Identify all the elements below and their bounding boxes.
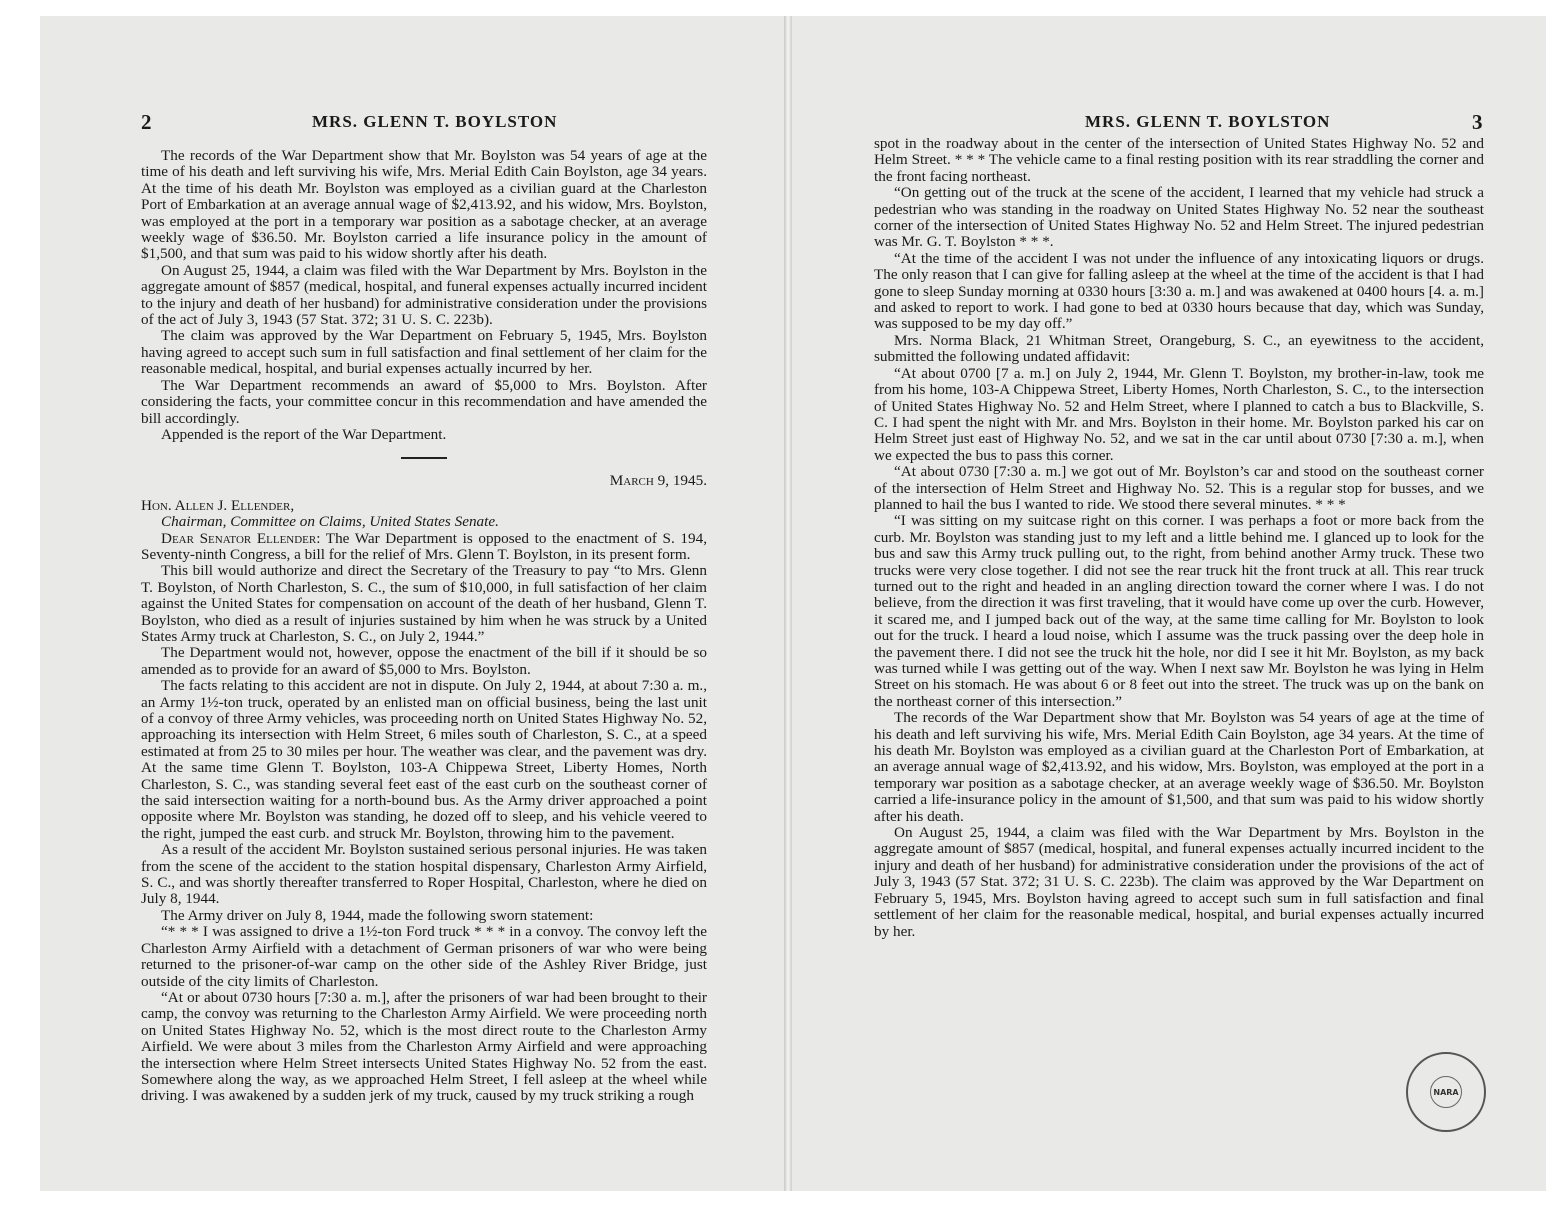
- stamp-label: NARA: [1430, 1076, 1462, 1108]
- paragraph: Appended is the report of the War Department.: [161, 425, 447, 443]
- archive-stamp: [1406, 1052, 1486, 1132]
- paragraph: The War Department recommends an award of $5,000 to Mrs. Boylston. After considering the facts, your committee concur in this recommendation and have amended the bill accordingly.: [141, 376, 707, 427]
- paragraph: spot in the roadway about in the center of the intersection of United States Highway No. 52 and Helm Street. * * * The vehicle came to a final resting position with its rear straddling the corner and the front facing northeast.: [874, 135, 1484, 185]
- paragraph: The Army driver on July 8, 1944, made the following sworn statement:: [161, 906, 594, 924]
- paragraph: On August 25, 1944, a claim was filed with the War Department by Mrs. Boylston in the aggregate amount of $857 (medical, hospital, and funeral expenses actually incurred incident to the injury and death of her husband) for administrative consideration under the provisions of the act of July 3, 1943 (57 Stat. 372; 31 U. S. C. 223b). The claim was approved by the War Department on February 5, 1945, Mrs. Boylston having agreed to accept such sum in full satisfaction and final settlement of her claim for the reasonable medical, hospital, and burial expenses actually incurred by her.: [874, 824, 1484, 940]
- paragraph: “At the time of the accident I was not under the influence of any intoxicating liquors or drugs. The only reason that I can give for falling asleep at the wheel at the time of the accident is that I had gone to sleep Sunday morning at 0330 hours [3:30 a. m.] and was awakened at 0400 hours [4. a. m.] and asked to report to work. I had gone to bed at 0330 hours because that day, which was Sunday, was supposed to be my day off.”: [874, 249, 1484, 333]
- paragraph: The Department would not, however, oppose the enactment of the bill if it should be so amended as to provide for an award of $5,000 to Mrs. Boylston.: [141, 644, 707, 678]
- paragraph: “I was sitting on my suitcase right on this corner. I was perhaps a foot or more back from the curb. Mr. Boylston was standing just to my left and a little behind me. I glanced up to look for the bus and saw this Army truck pulling out, to the right, from behind another Army truck. These two trucks were very close together. I did not see the rear truck hit the front truck at all. This rear truck turned out to the right and headed in an angling direction toward the corner where I was. I do not believe, from the direction it was first traveling, that it would have come up over the curb. However, it scared me, and I jumped back out of the way, at the same time calling for Mr. Boylston to look out for the truck. I heard a loud noise, which I assume was the truck passing over the deep hole in the pavement there. I did not see the truck hit the hole, nor did I see it hit Mr. Boylston, as my back was turned while I was getting out of the way. When I next saw Mr. Boylston he was lying in Helm Street on his stomach. He was about 6 or 8 feet out into the street. The truck was up on the bank on the northeast corner of this intersection.”: [874, 512, 1484, 710]
- paragraph: “* * * I was assigned to drive a 1½-ton Ford truck * * * in a convoy. The convoy left the Charleston Army Airfield with a detachment of German prisoners of war who were being returned to the prisoner-of-war camp on the other side of the Ashley River Bridge, just outside of the city limits of Charleston.: [141, 923, 707, 990]
- left-page: [40, 16, 784, 1191]
- addressee-name: Hon. Allen J. Ellender,: [141, 496, 295, 514]
- running-head: MRS. GLENN T. BOYLSTON: [312, 112, 558, 131]
- paragraph: Mrs. Norma Black, 21 Whitman Street, Orangeburg, S. C., an eyewitness to the accident, submitted the following undated affidavit:: [874, 331, 1484, 366]
- paragraph: On August 25, 1944, a claim was filed with the War Department by Mrs. Boylston in the aggregate amount of $857 (medical, hospital, and funeral expenses actually incurred incident to the injury and death of her husband) for administrative consideration under the provisions of the act of July 3, 1943 (57 Stat. 372; 31 U. S. C. 223b).: [141, 261, 707, 329]
- statement-paragraphs: [874, 136, 1484, 940]
- paragraph: “At about 0700 [7 a. m.] on July 2, 1944, Mr. Glenn T. Boylston, my brother-in-law, took me from his home, 103-A Chippewa Street, Liberty Homes, North Charleston, S. C., to the intersection of United States Highway No. 52 and Helm Street, where I planned to catch a bus to Blackville, S. C. I had spent the night with Mr. and Mrs. Boylston in their home. Mr. Boylston parked his car on Helm Street just east of Highway No. 52, and we sat in the car until about 0730 [7:30 a. m.], when we expected the bus to pass this corner.: [874, 364, 1484, 464]
- addressee-title: Chairman, Committee on Claims, United States Senate.: [161, 513, 499, 531]
- paragraph: “On getting out of the truck at the scene of the accident, I learned that my vehicle had struck a pedestrian who was standing in the roadway on United States Highway No. 52 near the southeast corner of the intersection of United States Highway No. 52 and Helm Street. The injured pedestrian was Mr. G. T. Boylston * * *.: [874, 184, 1484, 251]
- paragraph: The facts relating to this accident are not in dispute. On July 2, 1944, at about 7:30 a. m., an Army 1½-ton truck, operated by an enlisted man on official business, being the last unit of a convoy of three Army vehicles, was proceeding north on United States Highway No. 52, approaching its intersection with Helm Street, 6 miles south of Charleston, S. C., at a speed estimated at from 25 to 30 miles per hour. The weather was clear, and the pavement was dry. At the same time Glenn T. Boylston, 103-A Chippewa Street, Liberty Homes, North Charleston, S. C., was standing several feet east of the east curb on the southeast corner of the said intersection waiting for a north-bound bus. As the Army driver approached a point opposite where Mr. Boylston was standing, he dozed off to sleep, and his vehicle veered to the right, jumped the east curb. and struck Mr. Boylston, throwing him to the pavement.: [141, 677, 707, 842]
- paragraph: As a result of the accident Mr. Boylston sustained serious personal injuries. He was taken from the scene of the accident to the station hospital dispensary, Charleston Army Airfield, S. C., and was shortly thereafter transferred to Roper Hospital, Charleston, where he died on July 8, 1944.: [141, 841, 707, 908]
- page-number: 3: [1472, 110, 1483, 134]
- right-page: [792, 16, 1546, 1191]
- left-column: [141, 148, 707, 1105]
- paragraph: The records of the War Department show that Mr. Boylston was 54 years of age at the time of his death and left surviving his wife, Mrs. Merial Edith Cain Boylston, age 34 years. At the time of his death Mr. Boylston was employed as a civilian guard at the Charleston Port of Embarkation at an average annual wage of $2,413.92, and his widow, Mrs. Boylston, was employed at the port in a temporary war position as a sabotage checker, at an average weekly wage of $36.50. Mr. Boylston carried a life insurance policy in the amount of $1,500, and that sum was paid to his widow shortly after his death.: [141, 147, 707, 263]
- salutation: Dear Senator Ellender:: [161, 529, 321, 547]
- salutation-text: The War Department is opposed to the enactment of S. 194, Seventy-ninth Congress, a bill for the relief of Mrs. Glenn T. Boylston, in its present form.: [141, 529, 707, 563]
- paragraph: The claim was approved by the War Department on February 5, 1945, Mrs. Boylston having agreed to accept such sum in full satisfaction and final settlement of her claim for the reasonable medical, hospital, and burial expenses actually incurred by her.: [141, 327, 707, 378]
- paragraph: The records of the War Department show that Mr. Boylston was 54 years of age at the time of his death and left surviving his wife, Mrs. Merial Edith Cain Boylston, age 34 years. At the time of his death Mr. Boylston was employed as a civilian guard at the Charleston Port of Embarkation, at an average annual wage of $2,413.92, and his widow, Mrs. Boylston, was employed at the port in a temporary war position as a sabotage checker, at an average weekly wage of $36.50. Mr. Boylston carried a life-insurance policy in the amount of $1,500, and that sum was paid to his widow shortly after his death.: [874, 709, 1484, 825]
- salutation-paragraph: [141, 531, 707, 564]
- letter-paragraphs: [141, 563, 707, 1104]
- paragraph: “At or about 0730 hours [7:30 a. m.], after the prisoners of war had been brought to their camp, the convoy was returning to the Charleston Army Airfield. We were proceeding north on United States Highway No. 52, which is the most direct route to the Charleston Army Airfield. We were about 3 miles from the Charleston Army Airfield and were approaching the intersection where Helm Street intersects United States Highway No. 52 from the east. Somewhere along the way, as we approached Helm Street, I fell asleep at the wheel while driving. I was awakened by a sudden jerk of my truck, caused by my truck striking a rough: [141, 988, 707, 1105]
- page-gutter: [784, 16, 792, 1191]
- section-divider: [401, 457, 447, 459]
- letter-date: March 9, 1945.: [609, 472, 707, 490]
- paragraph: This bill would authorize and direct the Secretary of the Treasury to pay “to Mrs. Glenn T. Boylston, of North Charleston, S. C., the sum of $10,000, in full satisfaction of her claim against the United States for compensation on account of the death of her husband, Glenn T. Boylston, who died as a result of injuries sustained by him when he was struck by a United States Army truck at Charleston, S. C., on July 2, 1944.”: [141, 562, 707, 645]
- document-spread: [40, 16, 1546, 1191]
- page-number: 2: [141, 110, 152, 134]
- right-column: [874, 136, 1484, 940]
- paragraph: “At about 0730 [7:30 a. m.] we got out of Mr. Boylston’s car and stood on the southeast corner of the intersection of Helm Street and Highway No. 52. This is a regular stop for busses, and we planned to hail the bus I wanted to ride. We stood there several minutes. * * *: [874, 463, 1484, 513]
- report-paragraphs: [141, 148, 707, 443]
- running-head: MRS. GLENN T. BOYLSTON: [1085, 112, 1331, 131]
